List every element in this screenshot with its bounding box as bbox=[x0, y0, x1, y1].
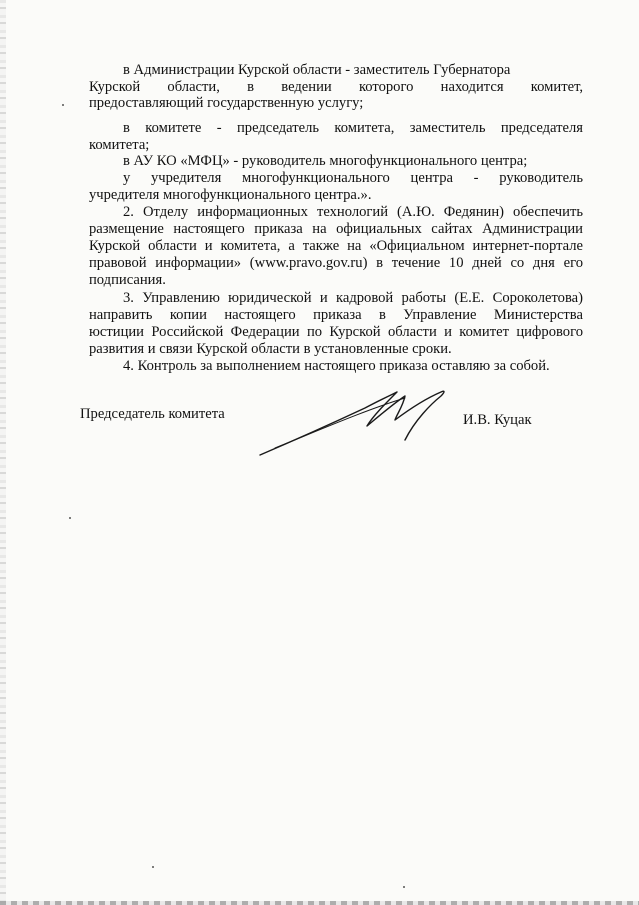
scan-bottom-artifact bbox=[0, 901, 639, 905]
paragraph-line: в комитете - председатель комитета, заместитель председателя bbox=[123, 120, 583, 136]
paragraph-line: подписания. bbox=[89, 272, 166, 288]
signatory-position: Председатель комитета bbox=[80, 406, 225, 422]
scan-speck bbox=[152, 866, 154, 868]
paragraph-line: 3. Управлению юридической и кадровой работы (Е.Е. Сороколетова) bbox=[123, 290, 583, 306]
scan-speck bbox=[62, 104, 64, 106]
paragraph-line: размещение настоящего приказа на официальных сайтах Администрации bbox=[89, 221, 583, 237]
handwritten-signature bbox=[255, 380, 475, 460]
paragraph-line: учредителя многофункционального центра.». bbox=[89, 187, 372, 203]
paragraph-line: 4. Контроль за выполнением настоящего приказа оставляю за собой. bbox=[123, 358, 550, 374]
paragraph-line: комитета; bbox=[89, 137, 150, 153]
paragraph-line: Курской области, в ведении которого находится комитет, bbox=[89, 79, 583, 95]
paragraph-line: развития и связи Курской области в установленные сроки. bbox=[89, 341, 452, 357]
signatory-name: И.В. Куцак bbox=[463, 412, 532, 428]
paragraph-line: 2. Отделу информационных технологий (А.Ю. Федянин) обеспечить bbox=[123, 204, 583, 220]
paragraph-line: в Администрации Курской области - заместитель Губернатора bbox=[123, 62, 511, 78]
scan-speck bbox=[69, 517, 71, 519]
paragraph-line: правовой информации» (www.pravo.gov.ru) в течение 10 дней со дня его bbox=[89, 255, 583, 271]
paragraph-line: Курской области и комитета, а также на «Официальном интернет-портале bbox=[89, 238, 583, 254]
scan-speck bbox=[403, 886, 405, 888]
paragraph-line: у учредителя многофункционального центра - руководитель bbox=[123, 170, 583, 186]
paragraph-line: в АУ КО «МФЦ» - руководитель многофункционального центра; bbox=[123, 153, 528, 169]
paragraph-line: юстиции Российской Федерации по Курской области и комитет цифрового bbox=[89, 324, 583, 340]
scan-edge-artifact bbox=[0, 0, 6, 905]
paragraph-line: направить копии настоящего приказа в Управление Министерства bbox=[89, 307, 583, 323]
paragraph-line: предоставляющий государственную услугу; bbox=[89, 95, 364, 111]
